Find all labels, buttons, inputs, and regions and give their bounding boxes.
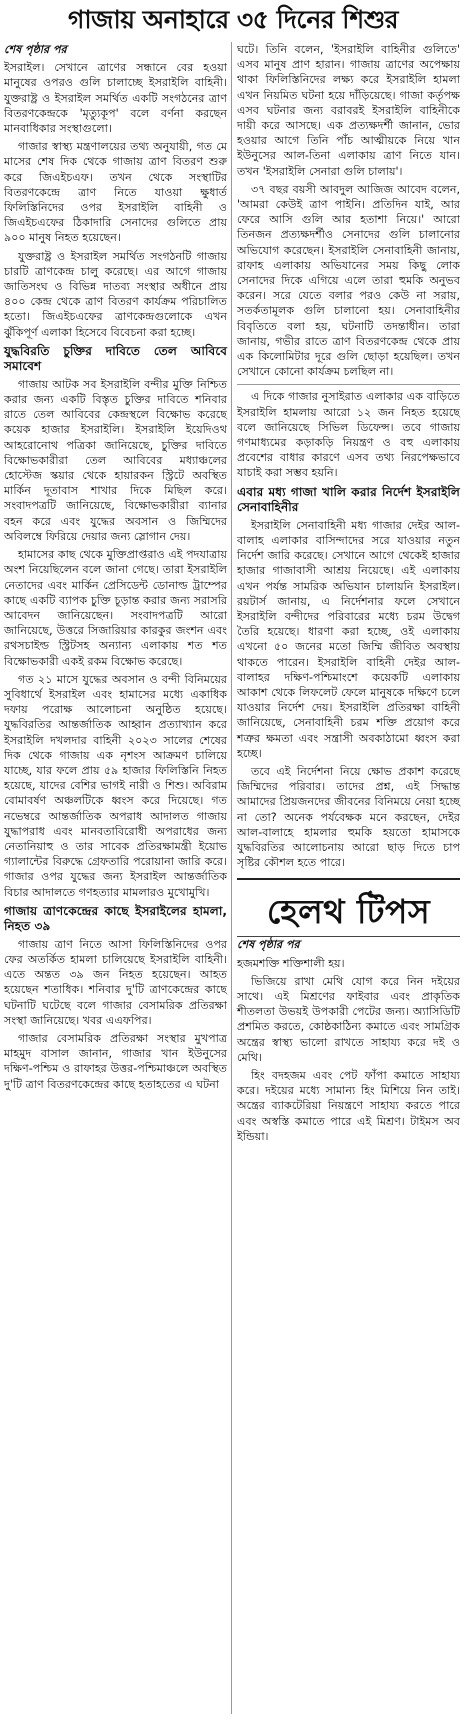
- paragraph: হজমশক্তি শক্তিশালী হয়।: [237, 956, 345, 970]
- paragraph: গাজার বেসামরিক প্রতিরক্ষা সংস্থার মুখপাত্র মাহমুদ বাসাল জানান, গাজার খান ইউনুসের দক্ষিণ-পশ্চিম ও রাফাহর উত্তর-পশ্চিমাঞ্চলে অবস্থিত দু'টি ত্রাণ বিতরণকেন্দ্রের কাছে হতাহতের এ ঘটনা: [4, 1031, 227, 1091]
- subheading: যুদ্ধবিরতি চুক্তির দাবিতে তেল আবিবে সমাবেশ: [4, 343, 227, 373]
- column-divider: [231, 42, 232, 1714]
- paragraph: ইসরাইলি সেনাবাহিনী মধ্য গাজার দেইর আল-বালাহ এলাকার বাসিন্দাদের সরে যাওয়ার নতুন নির্দেশ জারি করেছে। সেখানে আগে থেকেই হাজার হাজার গাজাবাসী আশ্রয় নিয়েছে। এই এলাকায় এখন পর্যন্ত সামরিক অভিযান চালায়নি ইসরাইল। রয়টার্স জানায়, এ নির্দেশনার ফলে সেখানে ইসরাইলি বন্দীদের পরিবারের মধ্যে চরম উদ্বেগ তৈরি হয়েছে। ধারণা করা হচ্ছে, ওই এলাকায় এখনো ৫০ জনের মতো জিম্মি জীবিত অবস্থায় থাকতে পারেন। ইসরাইলি বাহিনী দেইর আল-বালাহর দক্ষিণ-পশ্চিমাংশে কয়েকটি এলাকায় আকাশ থেকে লিফলেট ফেলে মানুষকে দক্ষিণে চলে যাওয়ার নির্দেশ দেয়। ইসরাইলি প্রতিরক্ষা বাহিনী জানিয়েছে, সেনাবাহিনী চরম শক্তি প্রয়োগ করে শত্রুর ক্ষমতা এবং সন্ত্রাসী অবকাঠামো ধ্বংস করা হচ্ছে।: [237, 518, 460, 760]
- paragraph: ৩৭ বছর বয়সী আবদুল আজিজ আবেদ বলেন, 'আমরা কেউই ত্রাণ পাইনি। প্রতিদিন যাই, আর ফেরে আসি গুলি আর হতাশা নিয়ে।' আরো তিনজন প্রত্যক্ষদর্শীও সেনাদের গুলি চালানোর অভিযোগ করেছেন। ইসরাইলি সেনাবাহিনী জানায়, রাফাহ এলাকায় অভিযানের সময় কিছু লোক সেনাদের দিকে এগিয়ে এলে তারা হুমকি অনুভব করেন। সরে যেতে বলার পরও কেউ না সরায়, সতর্কতামূলক গুলি চালানো হয়। সেনাবাহিনীর বিবৃতিতে বলা হয়, ঘটনাটি তদন্তাধীন। তারা জানায়, গভীর রাতে ত্রাণ বিতরণকেন্দ্র থেকে প্রায় এক কিলোমিটার দূরে গুলি ছোড়া হয়েছিল। তখন সেখানে কোনো কার্যক্রম চলছিল না।: [237, 182, 460, 379]
- left-column: [4, 42, 227, 1716]
- paragraph: গত ২১ মাসে যুদ্ধের অবসান ও বন্দী বিনিময়ের সুবিধার্থে ইসরাইল এবং হামাসের মধ্যে একাধিক দফায় পরোক্ষ আলোচনা অনুষ্ঠিত হয়েছে। যুদ্ধবিরতির আন্তর্জাতিক আহ্বান প্রত্যাখ্যান করে ইসরাইলি দখলদার বাহিনী ২০২৩ সালের শেষের দিক থেকে গাজায় এক নৃশংস আক্রমণ চালিয়ে যাচ্ছে, যার ফলে প্রায় ৫৯ হাজার ফিলিস্তিনি নিহত হয়েছে, যাদের বেশির ভাগই নারী ও শিশু। অবিরাম বোমাবর্ষণ অঞ্চলটিকে ধ্বংস করে দিয়েছে। গত নভেম্বরে আন্তর্জাতিক অপরাধ আদালত গাজায় যুদ্ধাপরাধ এবং মানবতাবিরোধী অপরাধের জন্য নেতানিয়াহু ও তার সাবেক প্রতিরক্ষামন্ত্রী ইয়োভ গ্যালান্টের বিরুদ্ধে গ্রেফতারি পরোয়ানা জারি করে। গাজার ওপর যুদ্ধের জন্য ইসরাইল আন্তর্জাতিক বিচার আদালতে গণহত্যার মামলারও মুখোমুখি।: [4, 672, 227, 899]
- section-divider: [237, 384, 460, 385]
- paragraph: গাজার স্বাস্থ্য মন্ত্রণালয়ের তথ্য অনুযায়ী, গত মে মাসের শেষ দিক থেকে গাজায় ত্রাণ বিতরণ শুরু করে জিএইচএফ। তখন থেকে সংস্থাটির বিতরণকেন্দ্রে ত্রাণ নিতে যাওয়া ক্ষুধার্ত ফিলিস্তিনিদের ওপর ইসরাইলি বাহিনী ও জিএইচএফের ঠিকাদারি সেনাদের গুলিতে প্রায় ৯০০ মানুষ নিহত হয়েছেন।: [4, 140, 227, 245]
- health-tips-box: [237, 878, 460, 937]
- health-tips-title: হেলথ টিপস: [266, 892, 431, 932]
- paragraph: ঘটে। তিনি বলেন, 'ইসরাইলি বাহিনীর গুলিতে' এসব মানুষ প্রাণ হারান। গাজায় ত্রাণের অপেক্ষায় থাকা ফিলিস্তিনিদের লক্ষ্য করে ইসরাইলি হামলা এখন নিয়মিত ঘটনা হয়ে দাঁড়িয়েছে। গাজা কর্তৃপক্ষ এসব ঘটনার জন্য বরাবরই ইসরাইলি বাহিনীকে দায়ী করে আসছে। এক প্রত্যক্ষদর্শী জানান, ভোর হওয়ার আগে তিনি পাঁচ আত্মীয়কে নিয়ে খান ইউনুসের আল-তিনা এলাকায় ত্রাণ নিতে যান। তখন 'ইসরাইলি সেনারা গুলি চালায়'।: [237, 43, 460, 178]
- paragraph: হিং বদহজম এবং পেট ফাঁপা কমাতে সাহায্য করে। দইয়ের মধ্যে সামান্য হিং মিশিয়ে নিন তাই। অন্ত্রের ব্যাকটেরিয়া নিয়ন্ত্রণে সাহায্য করতে পারে এবং অস্বস্তি কমাতে পারে এই মিশ্রণ। টাইমস অব ইন্ডিয়া।: [237, 1068, 460, 1143]
- paragraph: ভিজিয়ে রাখা মেথি যোগ করে নিন দইয়ের সাথে। এই মিশ্রণের ফাইবার এবং প্রাকৃতিক শীতলতা উভয়ই উপকারী পেটের জন্য। অ্যাসিডিটি প্রশমিত করতে, কোষ্ঠকাঠিন্য কমাতে এবং সামগ্রিক অন্ত্রের স্বাস্থ্য ভালো রাখতে সাহায্য করে দই ও মেথি।: [237, 974, 460, 1064]
- paragraph: গাজায় আটক সব ইসরাইলি বন্দীর মুক্তি নিশ্চিত করার জন্য একটি বিস্তৃত চুক্তির দাবিতে শনিবার রাতে তেল আবিবের কেন্দ্রস্থলে বিক্ষোভ করেছে কয়েক হাজার ইসরাইলি। ইসরাইলি ইয়েদিওথ আহরোনোথ পত্রিকা জানিয়েছে, চুক্তির দাবিতে বিক্ষোভকারীরা তেল আবিবের মধ্যাঞ্চলের হোস্টেজ স্কয়ার থেকে হায়ারকন স্ট্রিটে অবস্থিত মার্কিন দূতাবাস শাখার দিকে মিছিল করে। সংবাদপত্রটি জানিয়েছে, বিক্ষোভকারীরা ব্যানার বহন করে এবং যুদ্ধের অবসান ও জিম্মিদের অবিলম্বে ফিরিয়ে দেয়ার জন্য স্লোগান দেয়।: [4, 377, 227, 543]
- continued-kicker: শেষ পৃষ্ঠার পর: [237, 938, 300, 952]
- headline: গাজায় অনাহারে ৩৫ দিনের শিশুর: [68, 5, 398, 34]
- paragraph: তবে এই নির্দেশনা নিয়ে ক্ষোভ প্রকাশ করেছে জিম্মিদের পরিবার। তাদের প্রশ্ন, এই সিদ্ধান্ত আমাদের প্রিয়জনদের জীবনের বিনিময়ে নেয়া হচ্ছে না তো? অনেক পর্যবেক্ষক মনে করছেন, দেইর আল-বালাহে হামলার হুমকি হয়তো হামাসকে যুদ্ধবিরতির আলোচনায় আরো ছাড় দিতে চাপ সৃষ্টির কৌশল হতে পারে।: [237, 764, 460, 870]
- paragraph: যুক্তরাষ্ট্র ও ইসরাইল সমর্থিত সংগঠনটি গাজায় চারটি ত্রাণকেন্দ্র চালু করেছে। এর আগে গাজায় জাতিসংঘ ও বিভিন্ন দাতব্য সংস্থার অধীনে প্রায় ৪০০ কেন্দ্র থেকে ত্রাণ বিতরণ কার্যক্রম পরিচালিত হতো। জিএইচএফের ত্রাণকেন্দ্রগুলোকে এখন ঝুঁকিপূর্ণ এলাকা হিসেবে বিবেচনা করা হচ্ছে।: [4, 249, 227, 339]
- paragraph: গাজায় ত্রাণ নিতে আসা ফিলিস্তিনিদের ওপর ফের অতর্কিত হামলা চালিয়েছে ইসরাইলি বাহিনী। এতে অন্তত ৩৯ জন নিহত হয়েছেন। আহত হয়েছেন শতাধিক। শনিবার দু'টি ত্রাণকেন্দ্রের কাছে ঘটনাটি ঘটেছে বলে গাজার বেসামরিক প্রতিরক্ষা সংস্থা জানিয়েছে। খবর এএফপির।: [4, 937, 227, 1027]
- right-column: [237, 42, 460, 1716]
- subheading: গাজায় ত্রাণকেন্দ্রের কাছে ইসরাইলের হামলা, নিহত ৩৯: [4, 903, 227, 933]
- continued-kicker: শেষ পৃষ্ঠার পর: [4, 43, 67, 56]
- paragraph: হামাসের কাছ থেকে মুক্তিপ্রাপ্তরাও এই পদযাত্রায় অংশ নিয়েছিলেন বলে জানা গেছে। তারা ইসরাইলি নেতাদের এবং মার্কিন প্রেসিডেন্ট ডোনাল্ড ট্রাম্পের কাছে একটি ব্যাপক চুক্তি চূড়ান্ত করার জন্য সরাসরি আবেদন জানিয়েছেন। সংবাদপত্রটি আরো জানিয়েছে, উত্তরে সিজারিয়ার কারকুর জংশন এবং রথসচাইল্ড স্ট্রিটসহ অন্যান্য এলাকায় শত শত বিক্ষোভকারী একই রকম বিক্ষোভ করেছে।: [4, 548, 227, 668]
- subheading: এবার মধ্য গাজা খালি করার নির্দেশ ইসরাইলি সেনাবাহিনীর: [237, 484, 460, 514]
- paragraph: ইসরাইল। সেখানে ত্রাণের সন্ধানে বের হওয়া মানুষের ওপরও গুলি চালাচ্ছে ইসরাইলি বাহিনী। যুক্তরাষ্ট্র ও ইসরাইল সমর্থিত একটি সংগঠনের ত্রাণ বিতরণকেন্দ্রকে 'মৃত্যুকূপ' বলে বর্ণনা করছেন মানবাধিকার সংস্থাগুলো।: [4, 61, 227, 136]
- paragraph: এ দিকে গাজার নুসাইরাত এলাকার এক বাড়িতে ইসরাইলি হামলায় আরো ১২ জন নিহত হয়েছে বলে জানিয়েছে সিভিল ডিফেন্স। তবে গাজায় গণমাধ্যমের কড়াকড়ি নিয়ন্ত্রণ ও বহু এলাকায় প্রবেশের বাধার কারণে এসব তথ্য নিরপেক্ষভাবে যাচাই করা সম্ভব হয়নি।: [237, 390, 460, 480]
